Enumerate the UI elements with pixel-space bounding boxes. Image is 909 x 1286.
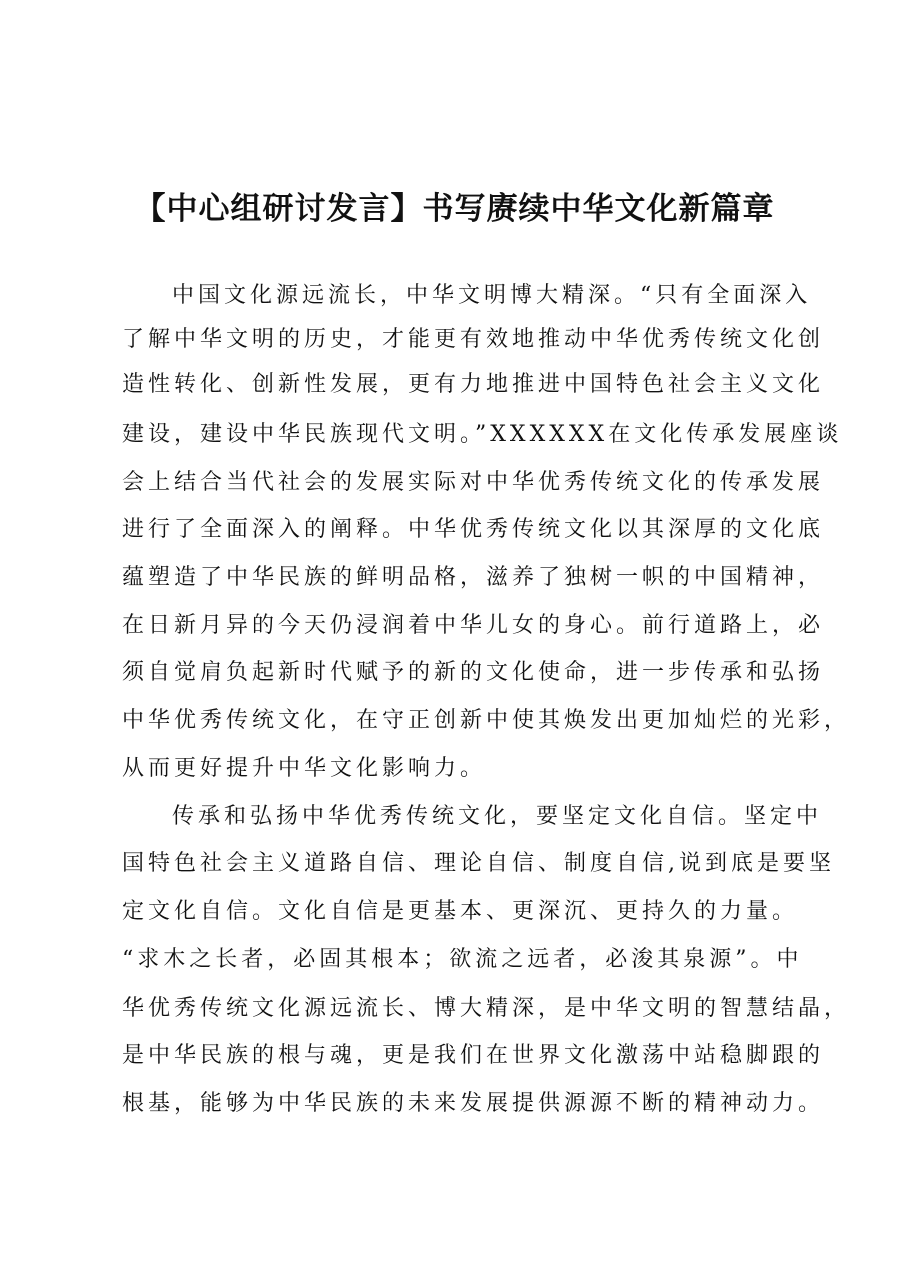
paragraph-line: 根基，能够为中华民族的未来发展提供源源不断的精神动力。 bbox=[122, 1091, 825, 1116]
paragraph-line: 会上结合当代社会的发展实际对中华优秀传统文化的传承发展 bbox=[122, 470, 825, 495]
paragraph-line: 造性转化、创新性发展，更有力地推进中国特色社会主义文化 bbox=[122, 372, 825, 397]
paragraph-line: 中国文化源远流长，中华文明博大精深。“只有全面深入 bbox=[172, 283, 812, 308]
paragraph-line: 进行了全面深入的阐释。中华优秀传统文化以其深厚的文化底 bbox=[122, 517, 825, 542]
paragraph-line: “求木之长者，必固其根本；欲流之远者，必浚其泉源”。中 bbox=[122, 947, 803, 972]
paragraph-line: 在日新月异的今天仍浸润着中华儿女的身心。前行道路上，必 bbox=[122, 613, 825, 638]
paragraph-line: 须自觉肩负起新时代赋予的新的文化使命，进一步传承和弘扬 bbox=[122, 660, 825, 685]
paragraph-line: 国特色社会主义道路自信、理论自信、制度自信,说到底是要坚 bbox=[122, 851, 835, 876]
paragraph-line: 传承和弘扬中华优秀传统文化，要坚定文化自信。坚定中 bbox=[172, 804, 823, 829]
paragraph-line: 蕴塑造了中华民族的鲜明品格，滋养了独树一帜的中国精神， bbox=[122, 565, 825, 590]
document-title: 【中心组研讨发言】书写赓续中华文化新篇章 bbox=[134, 191, 775, 227]
paragraph-line: 是中华民族的根与魂，更是我们在世界文化激荡中站稳脚跟的 bbox=[122, 1043, 825, 1068]
paragraph-line: 建设，建设中华民族现代文明。”XXXXXX在文化传承发展座谈 bbox=[122, 422, 843, 447]
paragraph-line: 定文化自信。文化自信是更基本、更深沉、更持久的力量。 bbox=[122, 899, 799, 924]
paragraph-line: 从而更好提升中华文化影响力。 bbox=[122, 756, 487, 781]
paragraph-line: 了解中华文明的历史，才能更有效地推动中华优秀传统文化创 bbox=[122, 327, 825, 352]
paragraph-line: 中华优秀传统文化，在守正创新中使其焕发出更加灿烂的光彩， bbox=[122, 708, 851, 733]
paragraph-line: 华优秀传统文化源远流长、博大精深，是中华文明的智慧结晶， bbox=[122, 996, 851, 1021]
